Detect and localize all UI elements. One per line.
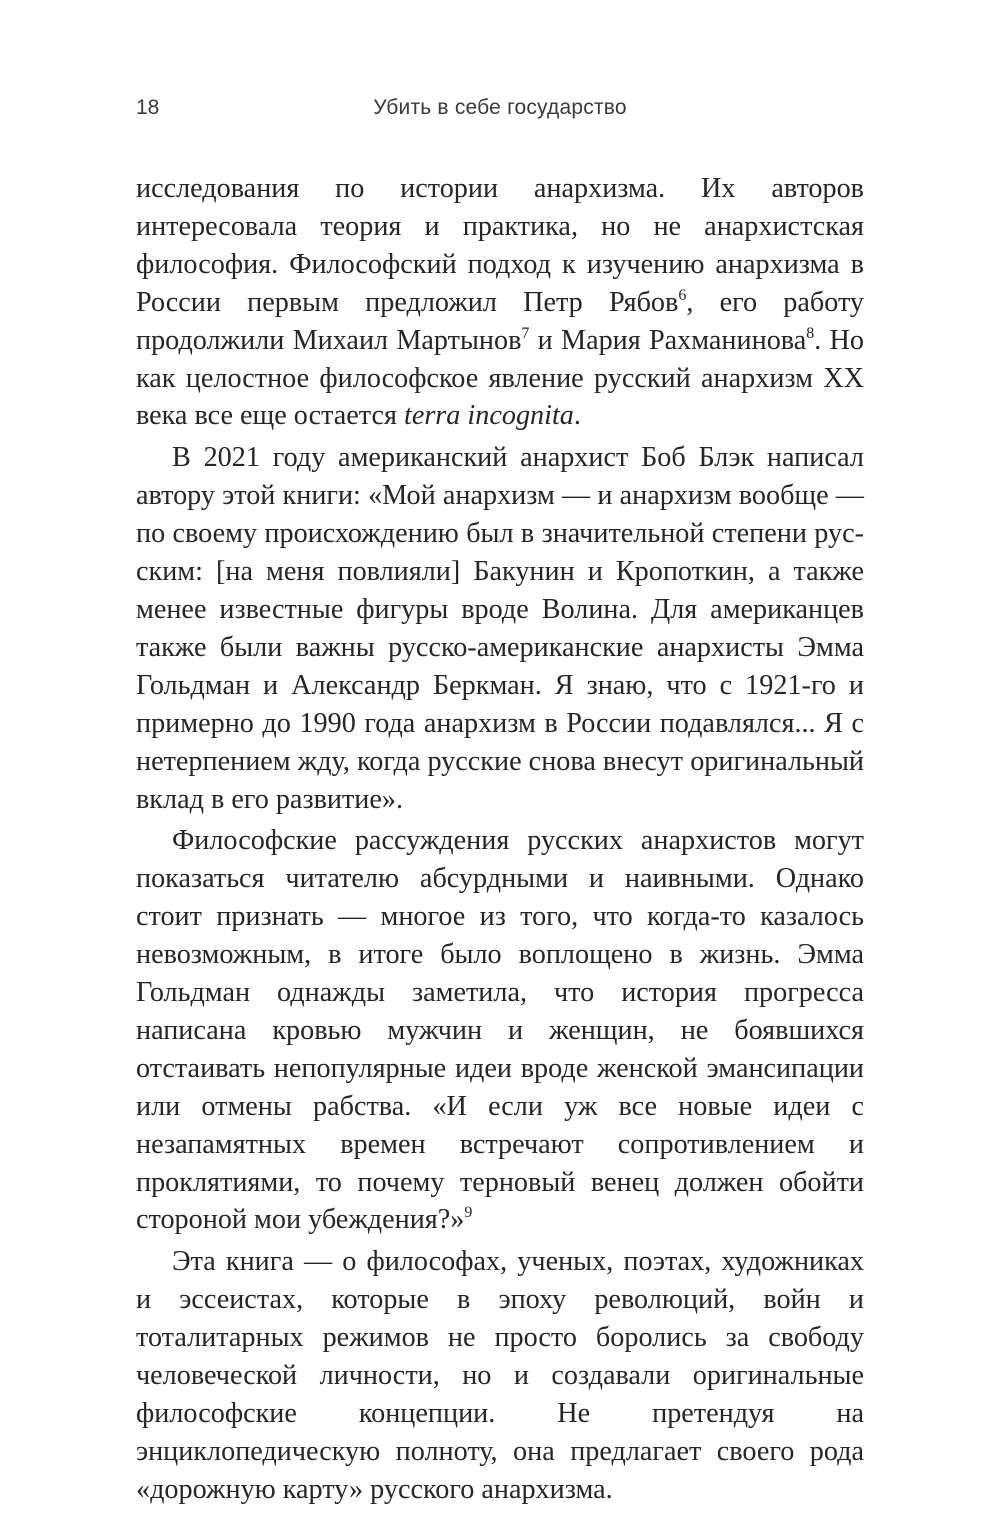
paragraph-3	[136, 822, 864, 1239]
running-head	[136, 92, 864, 126]
paragraph-1-text-d: . Но как целостное философское явление русский анархизм XX века все еще остается	[136, 324, 864, 432]
paragraph-1	[136, 170, 864, 435]
paragraph-1-text-c: и Мария Рахманинова	[529, 324, 807, 356]
page-number: 18	[136, 96, 160, 119]
footnote-ref-9: 9	[464, 1204, 473, 1222]
footnote-ref-6: 6	[678, 286, 687, 304]
paragraph-3-text: Философские рассуждения русских анархистов могут показаться читателю абсурдными и наивными. Однако стоит признать — многое из того, что когда-то казалось невозможным, в итоге было воплощено в жизнь. Эмма Гольдман однажды заметила, что история прогресса написана кровью мужчин и женщин, не боявшихся отстаивать непопулярные идеи вроде женской эмансипации или отмены рабства. «И если уж все новые идеи с незапамятных времен встречают сопротивлением и проклятиями, то почему терновый венец должен обойти стороной мои убеждения?»	[136, 825, 864, 1236]
footnote-ref-8: 8	[806, 324, 815, 342]
footnote-ref-7: 7	[521, 324, 530, 342]
paragraph-4: Эта книга — о философах, ученых, поэтах, художниках и эссеистах, которые в эпоху революций, войн и тоталитарных режимов не просто боролись за свободу человеческой личности, но и создавали оригинальные философские концепции. Не претендуя на энциклопедическую полноту, она предлагает своего рода «дорожную карту» русского анархизма.	[136, 1246, 864, 1505]
body-text	[136, 170, 864, 1513]
paragraph-1-text-b: , его работу продолжили Михаил Мартынов	[136, 286, 864, 356]
italic-phrase: terra incognita	[404, 400, 574, 432]
paragraph-2: В 2021 году американский анархист Боб Блэк написал автору этой книги: «Мой анархизм — и анархизм вообще — по своему происхождению был в значительной степени русским: [на меня повлияли] Бакунин и Кропоткин, а также менее известные фигуры вроде Волина. Для американцев также были важны русско-американские анархисты Эмма Гольдман и Александр Беркман. Я знаю, что с 1921-го и примерно до 1990 года анархизм в России подавлялся... Я с нетерпением жду, когда русские снова внесут оригинальный вклад в его развитие».	[136, 442, 864, 815]
paragraph-1-text-e: .	[573, 400, 581, 432]
running-title: Убить в себе государство	[373, 96, 627, 119]
paragraph-1-text-a: исследования по истории анархизма. Их авторов интересовала теория и практика, но не анархистская философия. Философский подход к изучению анархизма в России первым предложил Петр Рябов	[136, 173, 864, 318]
